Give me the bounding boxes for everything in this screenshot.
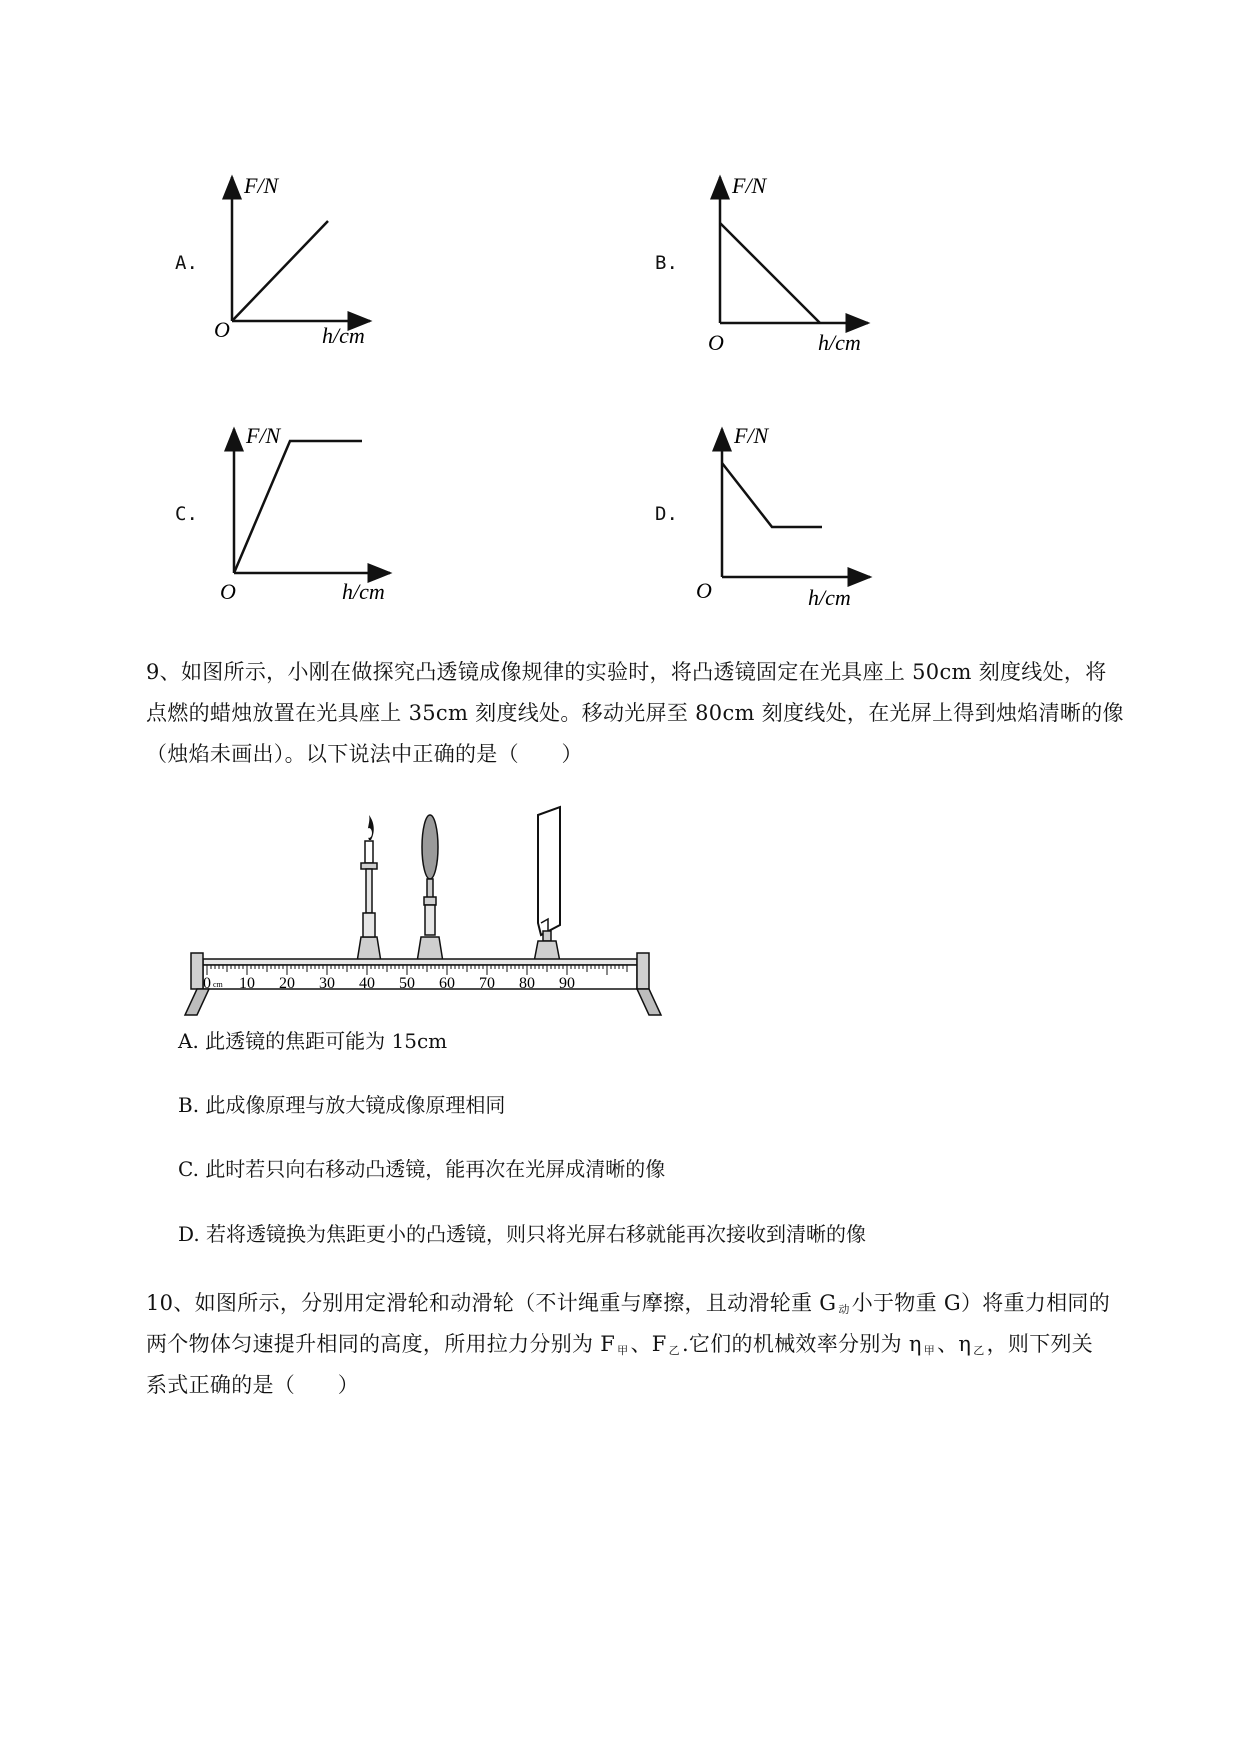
graph-d-y-label: F/N <box>734 423 769 448</box>
bench-tick-label: 20 <box>279 975 295 992</box>
bench-tick-label: 10 <box>239 975 255 992</box>
q10-line-1: 10、如图所示，分别用定滑轮和动滑轮（不计绳重与摩擦，且动滑轮重 G $_动$小于物重 G）将重力相同的 <box>146 1291 1111 1316</box>
graph-c <box>212 415 412 610</box>
graph-b-label: B. <box>655 252 678 274</box>
q9-option-d-text: 若将透镜换为焦距更小的凸透镜，则只将光屏右移就能再次接收到清晰的像 <box>206 1222 867 1246</box>
bench-tick-label: 70 <box>479 975 495 992</box>
graph-d-origin: O <box>696 578 712 603</box>
graph-a-x-label: h/cm <box>322 323 365 348</box>
graph-d-label: D. <box>655 503 678 525</box>
graph-a-label: A. <box>175 252 198 274</box>
convex-lens <box>422 815 438 879</box>
graph-a-line <box>232 221 328 321</box>
q9-option-b[interactable] <box>178 1089 505 1118</box>
bench-unit-label: cm <box>213 980 223 989</box>
bench-tick-label: 30 <box>319 975 335 992</box>
graph-d <box>696 415 890 615</box>
q9-option-c-text: 此时若只向右移动凸透镜，能再次在光屏成清晰的像 <box>205 1157 666 1181</box>
graph-c-x-label: h/cm <box>342 579 385 604</box>
q9-line-1: 9、如图所示，小刚在做探究凸透镜成像规律的实验时，将凸透镜固定在光具座上 50cm 刻度线处，将 <box>146 660 1107 684</box>
graph-d-x-label: h/cm <box>808 585 851 610</box>
bench-tick-label: 80 <box>519 975 535 992</box>
q9-option-b-text: 此成像原理与放大镜成像原理相同 <box>205 1093 506 1117</box>
graph-b-x-label: h/cm <box>818 330 861 355</box>
bench-tick-label: 50 <box>399 975 415 992</box>
graph-a <box>210 165 390 350</box>
q9-line-3: （烛焰未画出）。以下说法中正确的是（ ） <box>146 742 583 766</box>
graph-d-line <box>722 463 822 527</box>
q9-option-a-text: 此透镜的焦距可能为 15cm <box>205 1029 448 1053</box>
q9-option-c[interactable] <box>178 1153 665 1182</box>
q9-option-b-label: B. <box>178 1093 200 1117</box>
graph-b-line <box>720 223 820 323</box>
q9-line-2: 点燃的蜡烛放置在光具座上 35cm 刻度线处。移动光屏至 80cm 刻度线处，在光屏上得到烛焰清晰的像 <box>146 701 1124 725</box>
graph-a-y-label: F/N <box>244 173 279 198</box>
q9-option-d[interactable] <box>178 1218 866 1247</box>
bench-rail <box>203 959 637 965</box>
bench-tick-label: 90 <box>559 975 575 992</box>
bench-tick-label: 0 <box>203 975 211 992</box>
q9-option-a-label: A. <box>178 1029 199 1053</box>
bench-tick-label: 40 <box>359 975 375 992</box>
bench-right-post <box>637 953 649 989</box>
q9-option-a[interactable] <box>178 1025 447 1054</box>
light-screen <box>538 807 560 935</box>
graph-c-line <box>234 441 362 573</box>
candle <box>365 841 373 863</box>
graph-c-origin: O <box>220 579 236 604</box>
graph-c-label: C. <box>175 503 198 525</box>
optical-bench-figure <box>185 795 685 990</box>
graph-a-origin: O <box>214 317 230 342</box>
q10-line-2: 两个物体匀速提升相同的高度，所用拉力分别为 F $_甲$、F $_乙$.它们的机械效率分别为 η $_甲$、η $_乙$，则下列关 <box>146 1332 1094 1357</box>
graph-b-y-label: F/N <box>732 173 767 198</box>
graph-c-y-label: F/N <box>246 423 281 448</box>
q9-option-c-label: C. <box>178 1157 199 1181</box>
bench-left-post <box>191 953 203 989</box>
bench-tick-label: 60 <box>439 975 455 992</box>
graph-b-origin: O <box>708 330 724 355</box>
q10-line-3: 系式正确的是（ ） <box>146 1373 359 1397</box>
q9-option-d-label: D. <box>178 1222 200 1246</box>
graph-b <box>698 165 888 360</box>
